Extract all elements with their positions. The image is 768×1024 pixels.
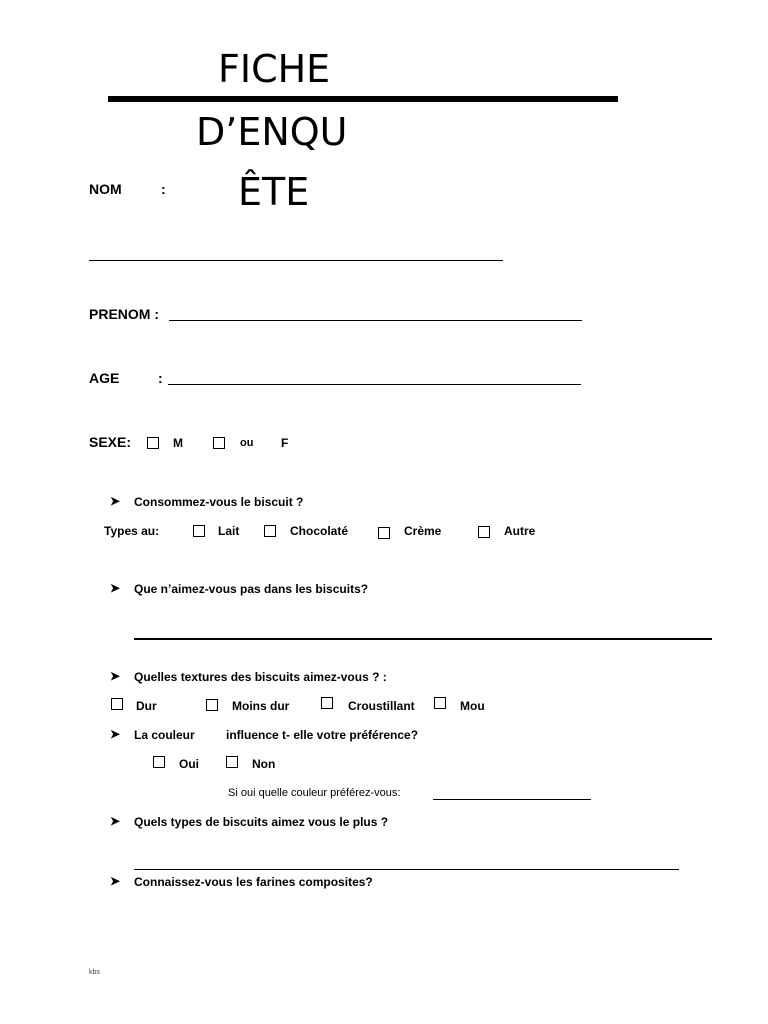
type-autre-label: Autre bbox=[504, 524, 536, 538]
question-textures: Quelles textures des biscuits aimez-vous ? : bbox=[134, 670, 387, 684]
type-chocolat-checkbox[interactable] bbox=[264, 525, 276, 537]
question-farines: Connaissez-vous les farines composites? bbox=[134, 875, 373, 889]
age-field[interactable] bbox=[168, 384, 581, 385]
nom-field[interactable] bbox=[89, 260, 503, 261]
question-couleur: La couleur bbox=[134, 728, 195, 742]
type-creme-label: Crème bbox=[404, 524, 442, 538]
sexe-m-label: M bbox=[173, 436, 183, 450]
bullet-arrow-icon: ➤ bbox=[110, 669, 121, 683]
texture-mou-label: Mou bbox=[460, 699, 485, 713]
types-preferes-answer-line[interactable] bbox=[134, 869, 679, 870]
prenom-label: PRENOM : bbox=[89, 306, 159, 322]
age-label: AGE bbox=[89, 370, 120, 386]
texture-croustillant-checkbox[interactable] bbox=[321, 697, 333, 709]
title-rule bbox=[108, 96, 618, 102]
title-line-2: D’ENQU bbox=[196, 110, 348, 154]
texture-dur-checkbox[interactable] bbox=[111, 698, 123, 710]
bullet-arrow-icon: ➤ bbox=[110, 874, 121, 888]
texture-dur-label: Dur bbox=[136, 699, 157, 713]
naimez-pas-answer-line[interactable] bbox=[134, 638, 712, 640]
types-label: Types au: bbox=[104, 524, 160, 538]
couleur-followup-label: Si oui quelle couleur préférez-vous: bbox=[228, 787, 401, 799]
sexe-f-label: F bbox=[281, 436, 289, 450]
question-consommez: Consommez-vous le biscuit ? bbox=[134, 495, 304, 509]
nom-colon: : bbox=[161, 181, 166, 197]
couleur-oui-label: Oui bbox=[179, 757, 199, 771]
bullet-arrow-icon: ➤ bbox=[110, 494, 121, 508]
couleur-non-label: Non bbox=[252, 757, 276, 771]
title-line-1: FICHE bbox=[218, 47, 331, 91]
type-creme-checkbox[interactable] bbox=[378, 527, 390, 539]
question-couleur-influence: influence t- elle votre préférence? bbox=[226, 728, 419, 742]
bullet-arrow-icon: ➤ bbox=[110, 581, 121, 595]
sexe-f-checkbox[interactable] bbox=[213, 437, 225, 449]
sexe-label: SEXE: bbox=[89, 434, 132, 450]
couleur-non-checkbox[interactable] bbox=[226, 756, 238, 768]
bullet-arrow-icon: ➤ bbox=[110, 814, 121, 828]
texture-moins-dur-label: Moins dur bbox=[232, 699, 290, 713]
texture-croustillant-label: Croustillant bbox=[348, 699, 415, 713]
question-types-preferes: Quels types de biscuits aimez vous le plus ? bbox=[134, 815, 389, 829]
title-line-3: ÊTE bbox=[238, 170, 310, 214]
prenom-field[interactable] bbox=[169, 320, 582, 321]
sexe-m-checkbox[interactable] bbox=[147, 437, 159, 449]
question-naimez-pas: Que n’aimez-vous pas dans les biscuits? bbox=[134, 582, 369, 596]
type-lait-checkbox[interactable] bbox=[193, 525, 205, 537]
bullet-arrow-icon: ➤ bbox=[110, 727, 121, 741]
type-autre-checkbox[interactable] bbox=[478, 526, 490, 538]
couleur-followup-field[interactable] bbox=[433, 799, 591, 800]
age-colon: : bbox=[158, 370, 163, 386]
texture-moins-dur-checkbox[interactable] bbox=[206, 699, 218, 711]
type-chocolat-label: Chocolaté bbox=[290, 524, 349, 538]
type-lait-label: Lait bbox=[218, 524, 240, 538]
couleur-oui-checkbox[interactable] bbox=[153, 756, 165, 768]
nom-label: NOM bbox=[89, 181, 122, 197]
footer-mark: kbs bbox=[89, 969, 100, 976]
sexe-ou-label: ou bbox=[240, 437, 254, 449]
texture-mou-checkbox[interactable] bbox=[434, 697, 446, 709]
